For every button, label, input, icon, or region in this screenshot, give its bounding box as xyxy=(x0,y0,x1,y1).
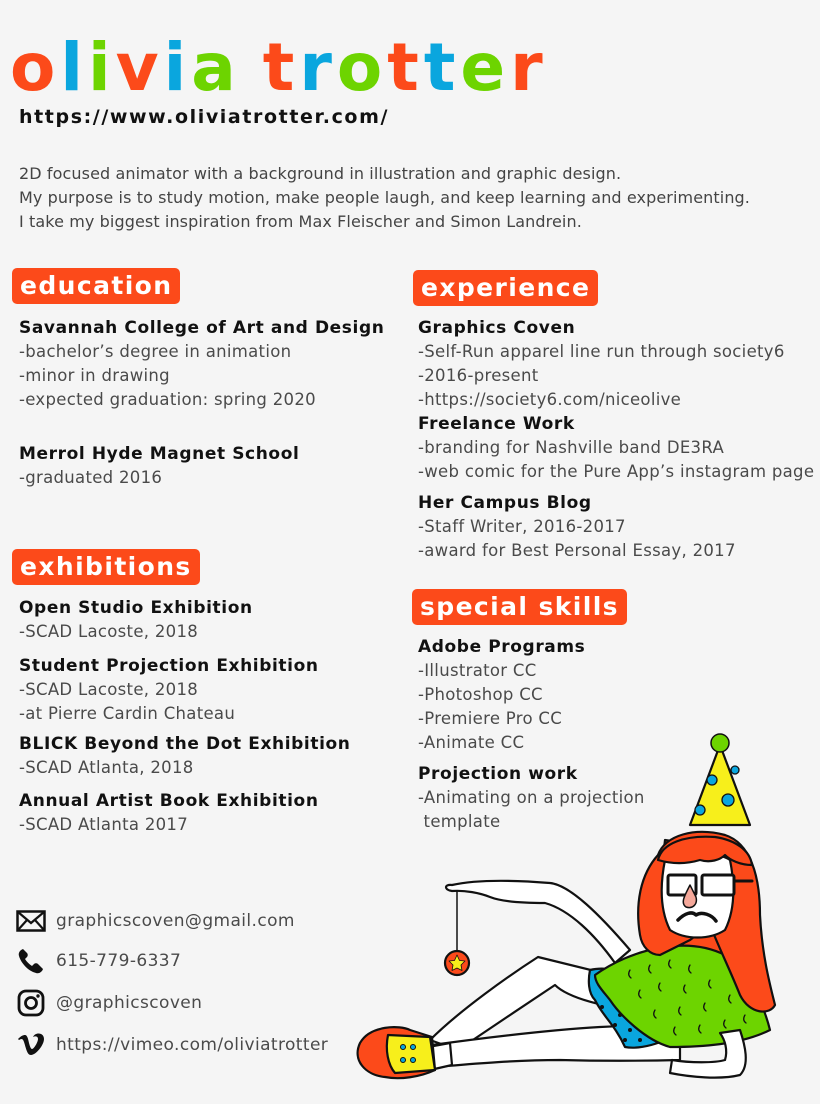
name-letter: t xyxy=(387,29,424,106)
entry-heading: Adobe Programs xyxy=(418,637,586,657)
phone-icon xyxy=(16,946,46,976)
entry-heading: Projection work xyxy=(418,764,578,784)
entry-item: template xyxy=(418,812,501,831)
bio-line: My purpose is to study motion, make people laugh, and keep learning and experimenting. xyxy=(19,188,750,207)
entry-item: -SCAD Atlanta 2017 xyxy=(19,815,189,834)
name-letter: t xyxy=(423,29,461,106)
contact-phone[interactable] xyxy=(16,946,181,976)
name-letter: i xyxy=(163,29,192,106)
mail-icon xyxy=(16,906,46,936)
entry-heading: Student Projection Exhibition xyxy=(19,656,319,676)
name-letter: i xyxy=(87,29,116,106)
website-link[interactable]: https://www.oliviatrotter.com/ xyxy=(19,106,390,128)
entry-heading: BLICK Beyond the Dot Exhibition xyxy=(19,734,351,754)
contact-instagram[interactable] xyxy=(16,988,202,1018)
bio xyxy=(19,162,750,234)
education-heading: education xyxy=(12,268,180,304)
name-letter: a xyxy=(191,29,241,106)
vimeo-icon xyxy=(16,1030,46,1060)
entry-item: -SCAD Atlanta, 2018 xyxy=(19,758,194,777)
entry-heading: Savannah College of Art and Design xyxy=(19,318,385,338)
entry-item: -Photoshop CC xyxy=(418,685,543,704)
entry-heading: Her Campus Blog xyxy=(418,493,592,513)
entry-item: -2016-present xyxy=(418,366,539,385)
entry-heading: Graphics Coven xyxy=(418,318,576,338)
entry-item: -SCAD Lacoste, 2018 xyxy=(19,680,199,699)
instagram-text: @graphicscoven xyxy=(56,993,203,1013)
entry-item: -expected graduation: spring 2020 xyxy=(19,390,316,409)
instagram-icon xyxy=(16,988,46,1018)
name-letter: l xyxy=(60,29,88,106)
name-letter: o xyxy=(336,29,388,106)
entry-item: -Animating on a projection xyxy=(418,788,645,807)
arm xyxy=(446,881,630,963)
exhibitions-heading: exhibitions xyxy=(12,549,200,585)
character-illustration xyxy=(340,725,820,1104)
entry-item: -Illustrator CC xyxy=(418,661,537,680)
email-text: graphicscoven@gmail.com xyxy=(56,911,295,931)
name-letter: r xyxy=(299,29,337,106)
entry-item: -Self-Run apparel line run through society6 xyxy=(418,342,785,361)
exhibitions-section xyxy=(19,596,350,837)
entry-heading: Open Studio Exhibition xyxy=(19,598,253,618)
phone-text: 615-779-6337 xyxy=(56,951,182,971)
entry-heading: Freelance Work xyxy=(418,414,575,434)
entry-item: -bachelor’s degree in animation xyxy=(19,342,292,361)
bio-line: 2D focused animator with a background in illustration and graphic design. xyxy=(19,164,622,183)
entry-item: -at Pierre Cardin Chateau xyxy=(19,704,236,723)
entry-item: -graduated 2016 xyxy=(19,468,163,487)
entry-item: -Animate CC xyxy=(418,733,525,752)
bio-line: I take my biggest inspiration from Max Fleischer and Simon Landrein. xyxy=(19,212,582,231)
experience-heading: experience xyxy=(413,270,598,306)
name-letter: t xyxy=(262,29,300,106)
education-section xyxy=(19,316,384,490)
entry-item: -Premiere Pro CC xyxy=(418,709,563,728)
entry-item: -award for Best Personal Essay, 2017 xyxy=(418,541,736,560)
entry-item: -https://society6.com/niceolive xyxy=(418,390,682,409)
entry-heading: Annual Artist Book Exhibition xyxy=(19,791,319,811)
contact-email[interactable] xyxy=(16,906,295,936)
entry-item: -minor in drawing xyxy=(19,366,170,385)
name-letter: r xyxy=(510,29,548,106)
experience-section xyxy=(418,316,814,563)
name-letter: e xyxy=(460,29,511,106)
entry-item: -Staff Writer, 2016-2017 xyxy=(418,517,626,536)
name-letter: o xyxy=(10,29,61,106)
entry-item: -SCAD Lacoste, 2018 xyxy=(19,622,199,641)
name-letter: v xyxy=(115,29,164,106)
entry-heading: Merrol Hyde Magnet School xyxy=(19,444,300,464)
skills-heading: special skills xyxy=(412,589,627,625)
pompom xyxy=(711,734,729,752)
entry-item: -branding for Nashville band DE3RA xyxy=(418,438,725,457)
entry-item: -web comic for the Pure App’s instagram page xyxy=(418,462,815,481)
contact-vimeo[interactable] xyxy=(16,1030,328,1060)
page-title xyxy=(10,28,548,108)
vimeo-text: https://vimeo.com/oliviatrotter xyxy=(56,1035,329,1055)
